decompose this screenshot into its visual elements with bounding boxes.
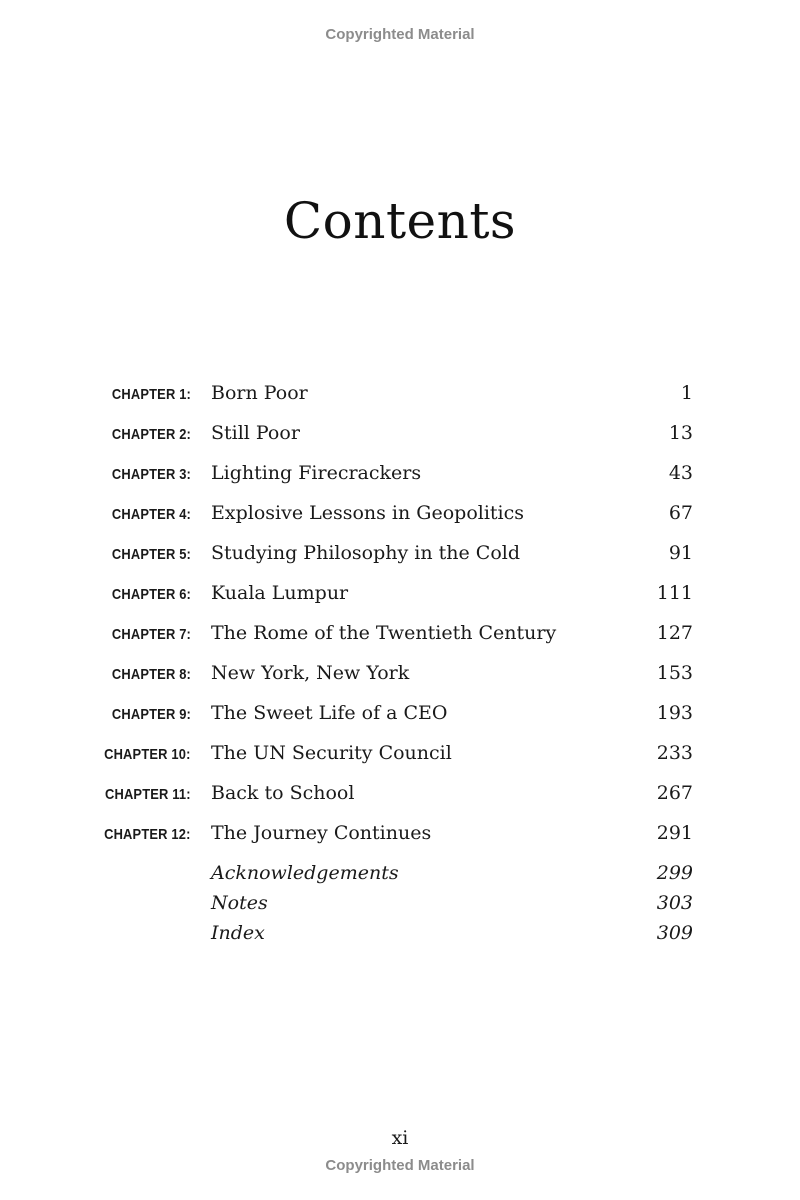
toc-entry-chapter-5[interactable] [0, 540, 800, 572]
chapter-title: Back to School [211, 782, 355, 804]
chapter-label: CHAPTER 1: [111, 386, 191, 403]
chapter-page-number: 193 [656, 702, 693, 724]
chapter-label: CHAPTER 9: [111, 706, 191, 723]
toc-entry-chapter-4[interactable] [0, 500, 800, 532]
chapter-page-number: 267 [656, 782, 693, 804]
chapter-page-number: 13 [668, 422, 693, 444]
toc-entry-chapter-10[interactable] [0, 740, 800, 772]
chapter-page-number: 1 [680, 382, 693, 404]
chapter-label: CHAPTER 11: [105, 786, 191, 803]
toc-entry-chapter-8[interactable] [0, 660, 800, 692]
chapter-title: New York, New York [211, 662, 410, 684]
chapter-page-number: 91 [668, 542, 693, 564]
toc-entry-notes[interactable] [0, 890, 800, 922]
back-matter-title: Index [211, 922, 265, 944]
toc-entry-chapter-11[interactable] [0, 780, 800, 812]
chapter-page-number: 127 [656, 622, 693, 644]
chapter-title: The UN Security Council [211, 742, 452, 764]
chapter-label: CHAPTER 2: [111, 426, 191, 443]
table-of-contents [0, 380, 800, 980]
chapter-page-number: 67 [668, 502, 693, 524]
chapter-label: CHAPTER 7: [111, 626, 191, 643]
chapter-title: Kuala Lumpur [211, 582, 349, 604]
toc-entry-chapter-12[interactable] [0, 820, 800, 852]
copyright-notice-top: Copyrighted Material [325, 26, 475, 43]
toc-entry-index[interactable] [0, 920, 800, 952]
chapter-title: Studying Philosophy in the Cold [211, 542, 521, 564]
back-matter-page-number: 309 [656, 922, 693, 944]
chapter-label: CHAPTER 3: [111, 466, 191, 483]
chapter-label: CHAPTER 10: [104, 746, 191, 763]
toc-entry-chapter-7[interactable] [0, 620, 800, 652]
chapter-page-number: 43 [668, 462, 693, 484]
chapter-label: CHAPTER 12: [104, 826, 191, 843]
chapter-label: CHAPTER 6: [111, 586, 191, 603]
toc-entry-chapter-1[interactable] [0, 380, 800, 412]
back-matter-title: Notes [211, 892, 268, 914]
page-title: Contents [283, 192, 517, 250]
toc-entry-acknowledgements[interactable] [0, 860, 800, 892]
chapter-title: The Journey Continues [211, 822, 432, 844]
chapter-title: The Rome of the Twentieth Century [211, 622, 557, 644]
back-matter-page-number: 299 [656, 862, 693, 884]
toc-entry-chapter-3[interactable] [0, 460, 800, 492]
back-matter-title: Acknowledgements [211, 862, 399, 884]
chapter-page-number: 233 [656, 742, 693, 764]
toc-entry-chapter-9[interactable] [0, 700, 800, 732]
copyright-notice-bottom: Copyrighted Material [325, 1157, 475, 1174]
back-matter-page-number: 303 [656, 892, 693, 914]
chapter-label: CHAPTER 5: [111, 546, 191, 563]
chapter-label: CHAPTER 4: [111, 506, 191, 523]
page-folio-number: xi [391, 1127, 409, 1149]
chapter-title: Lighting Firecrackers [211, 462, 422, 484]
toc-entry-chapter-6[interactable] [0, 580, 800, 612]
chapter-page-number: 291 [656, 822, 693, 844]
chapter-page-number: 111 [656, 582, 693, 604]
chapter-title: Born Poor [211, 382, 308, 404]
chapter-title: The Sweet Life of a CEO [211, 702, 448, 724]
chapter-page-number: 153 [656, 662, 693, 684]
chapter-title: Explosive Lessons in Geopolitics [211, 502, 525, 524]
chapter-label: CHAPTER 8: [111, 666, 191, 683]
chapter-title: Still Poor [211, 422, 300, 444]
toc-entry-chapter-2[interactable] [0, 420, 800, 452]
